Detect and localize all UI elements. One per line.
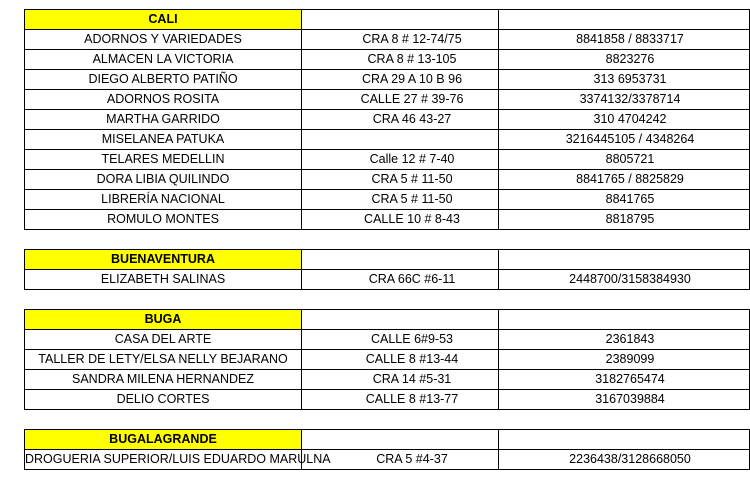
section-title: BUENAVENTURA: [25, 250, 302, 270]
table-row: [25, 170, 750, 190]
section-buga: [24, 309, 749, 410]
phone-cell: 2236438/3128668050: [499, 450, 750, 470]
header-empty-cell: [302, 250, 499, 270]
address-cell: CALLE 27 # 39-76: [302, 90, 499, 110]
table-row: [25, 330, 750, 350]
phone-cell: 310 4704242: [499, 110, 750, 130]
name-cell: ALMACEN LA VICTORIA: [25, 50, 302, 70]
table-row: [25, 190, 750, 210]
table-row: [25, 130, 750, 150]
name-cell: DORA LIBIA QUILINDO: [25, 170, 302, 190]
address-cell: CALLE 6#9-53: [302, 330, 499, 350]
phone-cell: 8805721: [499, 150, 750, 170]
address-cell: CRA 8 # 12-74/75: [302, 30, 499, 50]
phone-cell: 3216445105 / 4348264: [499, 130, 750, 150]
address-cell: CRA 5 #4-37: [302, 450, 499, 470]
header-empty-cell: [302, 430, 499, 450]
address-cell: CRA 5 # 11-50: [302, 170, 499, 190]
bugalagrande-table: [24, 429, 750, 470]
phone-cell: 3182765474: [499, 370, 750, 390]
buenaventura-table: [24, 249, 750, 290]
phone-cell: 8823276: [499, 50, 750, 70]
name-cell: ROMULO MONTES: [25, 210, 302, 230]
table-row: [25, 450, 750, 470]
address-cell: [302, 130, 499, 150]
name-cell: ELIZABETH SALINAS: [25, 270, 302, 290]
phone-cell: 3374132/3378714: [499, 90, 750, 110]
address-cell: Calle 12 # 7-40: [302, 150, 499, 170]
name-cell: DELIO CORTES: [25, 390, 302, 410]
name-cell: TALLER DE LETY/ELSA NELLY BEJARANO: [25, 350, 302, 370]
phone-cell: 8841765 / 8825829: [499, 170, 750, 190]
table-row: [25, 150, 750, 170]
phone-cell: 8841858 / 8833717: [499, 30, 750, 50]
section-buenaventura: [24, 249, 749, 290]
table-row: [25, 70, 750, 90]
table-row: [25, 110, 750, 130]
address-cell: CRA 46 43-27: [302, 110, 499, 130]
section-cali: [24, 9, 749, 230]
name-cell: LIBRERÍA NACIONAL: [25, 190, 302, 210]
table-row: [25, 50, 750, 70]
name-cell: DROGUERIA SUPERIOR/LUIS EDUARDO MARULNA: [25, 450, 302, 470]
header-empty-cell: [302, 310, 499, 330]
name-cell: DIEGO ALBERTO PATIÑO: [25, 70, 302, 90]
table-row: [25, 30, 750, 50]
phone-cell: 2361843: [499, 330, 750, 350]
name-cell: MARTHA GARRIDO: [25, 110, 302, 130]
section-header-row: [25, 10, 750, 30]
header-empty-cell: [302, 10, 499, 30]
section-title: BUGALAGRANDE: [25, 430, 302, 450]
section-title: CALI: [25, 10, 302, 30]
address-cell: CRA 66C #6-11: [302, 270, 499, 290]
name-cell: ADORNOS Y VARIEDADES: [25, 30, 302, 50]
address-cell: CALLE 10 # 8-43: [302, 210, 499, 230]
phone-cell: 8841765: [499, 190, 750, 210]
address-cell: CRA 29 A 10 B 96: [302, 70, 499, 90]
table-row: [25, 210, 750, 230]
name-cell: MISELANEA PATUKA: [25, 130, 302, 150]
section-bugalagrande: [24, 429, 749, 470]
header-empty-cell: [499, 430, 750, 450]
section-title: BUGA: [25, 310, 302, 330]
address-cell: CRA 14 #5-31: [302, 370, 499, 390]
table-row: [25, 370, 750, 390]
section-header-row: [25, 310, 750, 330]
table-row: [25, 390, 750, 410]
header-empty-cell: [499, 310, 750, 330]
name-cell: CASA DEL ARTE: [25, 330, 302, 350]
header-empty-cell: [499, 250, 750, 270]
phone-cell: 313 6953731: [499, 70, 750, 90]
name-cell: ADORNOS ROSITA: [25, 90, 302, 110]
section-header-row: [25, 250, 750, 270]
table-row: [25, 270, 750, 290]
name-cell: SANDRA MILENA HERNANDEZ: [25, 370, 302, 390]
address-cell: CALLE 8 #13-77: [302, 390, 499, 410]
cali-table: [24, 9, 750, 230]
section-header-row: [25, 430, 750, 450]
table-row: [25, 350, 750, 370]
address-cell: CRA 8 # 13-105: [302, 50, 499, 70]
phone-cell: 2389099: [499, 350, 750, 370]
address-cell: CRA 5 # 11-50: [302, 190, 499, 210]
address-cell: CALLE 8 #13-44: [302, 350, 499, 370]
phone-cell: 3167039884: [499, 390, 750, 410]
name-cell: TELARES MEDELLIN: [25, 150, 302, 170]
phone-cell: 2448700/3158384930: [499, 270, 750, 290]
table-row: [25, 90, 750, 110]
phone-cell: 8818795: [499, 210, 750, 230]
header-empty-cell: [499, 10, 750, 30]
buga-table: [24, 309, 750, 410]
